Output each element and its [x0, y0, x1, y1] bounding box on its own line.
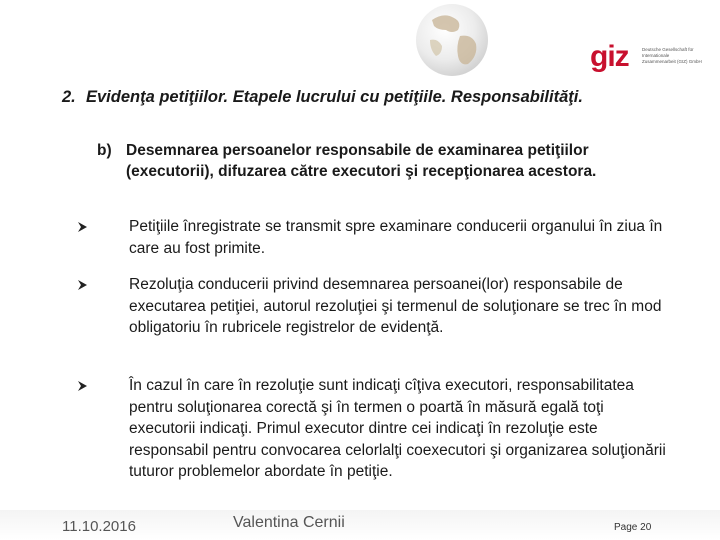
globe-image [402, 0, 500, 82]
footer-date: 11.10.2016 [62, 518, 136, 535]
section-heading [97, 140, 617, 182]
logo-word: giz [590, 40, 629, 73]
bullet-item [78, 274, 668, 339]
bullet-item [78, 216, 668, 259]
section-letter: b) [97, 142, 112, 159]
arrow-bullet-icon [78, 222, 87, 232]
page-number: Page 20 [614, 522, 652, 533]
section-title: Desemnarea persoanelor responsabile de examinarea petiţiilor (executorii), difuzarea către executori şi recepţionarea acestora. [126, 142, 597, 180]
slide-heading [62, 88, 702, 107]
bullet-item [78, 375, 668, 483]
bullet-text: În cazul în care în rezoluţie sunt indicaţi cîţiva executori, responsabilitatea pentru soluţionarea corectă şi în termen o poartă în măsură egală toţi executorii indicaţi. Primul executor dintre cei indicaţi în rezoluţie este responsabil pentru convocarea celorlalţi coexecutori şi organizarea soluţionării tuturor problemelor abordate în petiţie. [129, 377, 666, 480]
heading-number: 2. [62, 88, 76, 106]
arrow-bullet-icon [78, 381, 87, 391]
heading-text: Evidenţa petiţiilor. Etapele lucrului cu petiţiile. Responsabilităţi. [86, 88, 583, 106]
logo-subtext: Deutsche Gesellschaft für Internationale Zusammenarbeit (GIZ) GmbH [642, 47, 702, 64]
footer-author: Valentina Cernii [233, 514, 345, 531]
giz-logo [590, 40, 700, 76]
arrow-bullet-icon [78, 280, 87, 290]
bullet-text: Rezoluţia conducerii privind desemnarea persoanei(lor) responsabile de executarea petiţiei, autorul rezoluţiei şi termenul de soluţionare se trec în mod obligatoriu în rubricele registrelor de evidenţă. [129, 276, 662, 336]
bullet-text: Petiţiile înregistrate se transmit spre examinare conducerii organului în ziua în care au fost primite. [129, 218, 663, 257]
